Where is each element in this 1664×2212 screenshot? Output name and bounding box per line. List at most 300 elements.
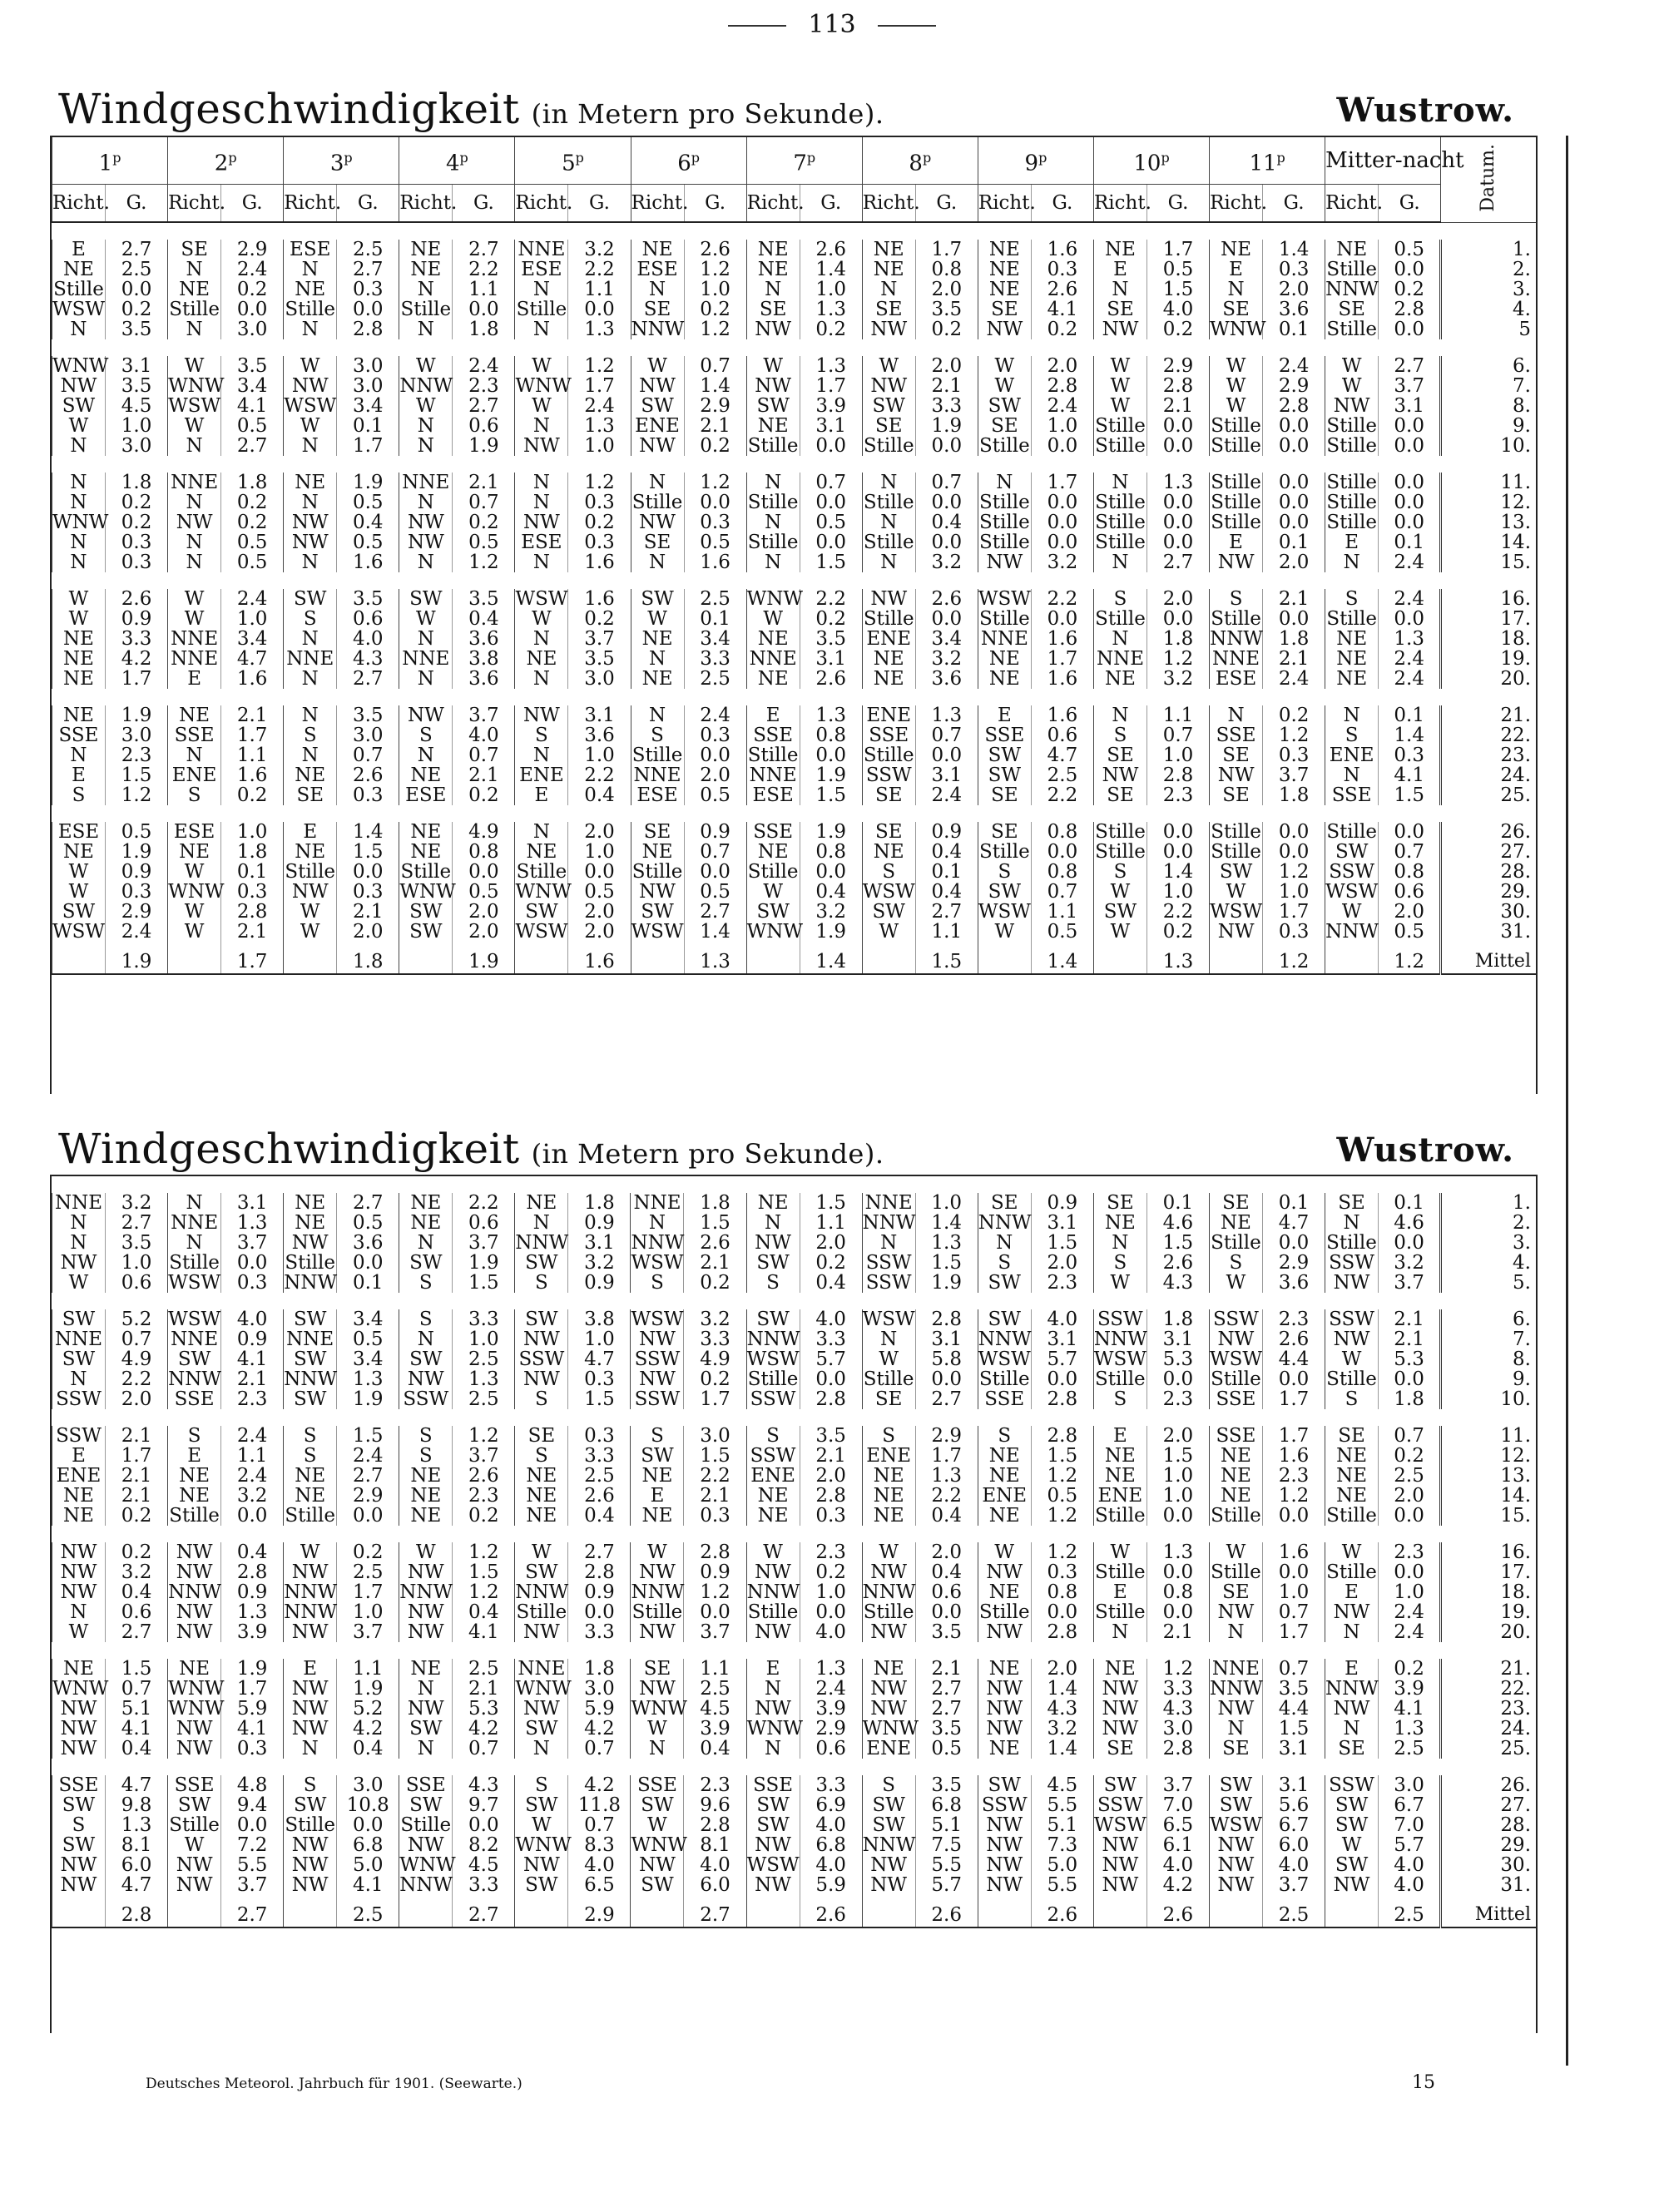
wind-speed-cell: 0.2	[800, 319, 862, 339]
date-cell: 3.	[1441, 280, 1536, 299]
wind-direction-cell: Stille	[979, 512, 1030, 533]
wind-direction-cell: Stille	[863, 745, 914, 766]
wind-direction-cell: SE	[1325, 299, 1379, 319]
wind-speed-cell: 2.3	[684, 1775, 746, 1795]
wind-direction-cell: NE	[399, 765, 453, 785]
wind-direction-cell: S	[631, 1426, 684, 1446]
wind-direction-cell: NW	[631, 1622, 684, 1642]
wind-speed-cell: 0.2	[105, 299, 167, 319]
wind-speed-cell: 3.5	[105, 319, 167, 339]
wind-speed-cell: 0.1	[1379, 532, 1441, 552]
wind-speed-cell: 1.7	[1031, 649, 1093, 669]
wind-direction-cell: NW	[1093, 1699, 1146, 1719]
wind-speed-cell: 1.4	[1263, 240, 1325, 260]
wind-direction-cell: ENE	[515, 765, 568, 785]
wind-direction-cell: NNE	[168, 473, 221, 492]
wind-direction-cell: Stille	[747, 745, 799, 766]
wind-direction-cell: SW	[515, 1309, 568, 1329]
wind-direction-cell: Stille	[1326, 472, 1377, 493]
wind-direction-cell: SW	[168, 1795, 221, 1815]
wind-speed-cell: 0.2	[1379, 1446, 1441, 1466]
wind-direction-cell: E	[1093, 1426, 1146, 1446]
wind-direction-cell: N	[52, 1233, 106, 1253]
wind-direction-cell: N	[284, 436, 337, 456]
wind-direction-cell: NNW	[1209, 1678, 1263, 1700]
date-cell: 15.	[1441, 1506, 1536, 1526]
wind-speed-cell: 2.7	[568, 1542, 631, 1562]
wind-speed-cell: 1.5	[105, 1659, 167, 1679]
wind-direction-cell: Stille	[1211, 1368, 1261, 1390]
wind-speed-cell: 1.3	[1146, 473, 1209, 492]
speed-column-header: G.	[105, 185, 167, 223]
wind-direction-cell: Stille	[516, 299, 567, 320]
wind-direction-cell: SE	[862, 785, 915, 805]
mean-direction-blank	[1209, 1895, 1262, 1927]
wind-speed-cell: 3.0	[568, 669, 631, 689]
wind-direction-cell: N	[399, 416, 453, 436]
wind-speed-cell: 3.2	[1031, 552, 1093, 572]
date-cell: 11.	[1441, 1426, 1536, 1446]
wind-speed-cell: 2.8	[1031, 1622, 1093, 1642]
wind-speed-cell: 2.0	[915, 280, 978, 299]
wind-direction-cell: W	[746, 356, 800, 376]
wind-direction-cell: NW	[978, 552, 1031, 572]
date-cell: 11.	[1441, 473, 1536, 492]
wind-speed-cell: 2.7	[684, 902, 746, 922]
wind-direction-cell: N	[515, 492, 568, 512]
speed-column-header: G.	[1146, 185, 1209, 223]
wind-speed-cell: 3.9	[1379, 1679, 1441, 1699]
bottom-table-frame	[50, 1175, 1538, 2033]
wind-direction-cell: Stille	[1095, 841, 1146, 863]
wind-direction-cell: Stille	[979, 492, 1030, 513]
wind-direction-cell: NE	[631, 1506, 684, 1526]
wind-speed-cell: 5.5	[221, 1855, 284, 1875]
wind-direction-cell: S	[1325, 1389, 1379, 1409]
wind-direction-cell: NW	[52, 376, 106, 396]
hour-suffix: p	[575, 149, 584, 166]
wind-speed-cell: 0.2	[221, 492, 284, 512]
top-day-row	[52, 842, 1537, 862]
wind-direction-cell: Stille	[1326, 1561, 1377, 1583]
wind-speed-cell: 2.9	[915, 1426, 978, 1446]
wind-direction-cell: ENE	[862, 1446, 915, 1466]
wind-speed-cell: 3.1	[105, 356, 167, 376]
wind-direction-cell: SSE	[862, 725, 915, 745]
wind-direction-cell: SE	[978, 1193, 1031, 1213]
wind-direction-cell: NE	[978, 1659, 1031, 1679]
hour-header-10	[1093, 137, 1209, 185]
wind-direction-cell: NE	[52, 649, 106, 669]
wind-speed-cell: 0.7	[800, 473, 862, 492]
date-cell: 27.	[1441, 1795, 1536, 1815]
wind-direction-cell: SSE	[978, 725, 1031, 745]
wind-speed-cell: 1.0	[568, 745, 631, 765]
wind-direction-cell: NNE	[52, 1193, 106, 1213]
wind-direction-cell: WSW	[515, 921, 568, 943]
wind-direction-cell: Stille	[1094, 1505, 1146, 1527]
hour-label: 5	[562, 151, 576, 176]
wind-direction-cell: WSW	[515, 588, 568, 610]
wind-direction-cell: Stille	[978, 1368, 1030, 1390]
wind-speed-cell: 0.2	[221, 512, 284, 532]
wind-speed-cell: 6.0	[1262, 1835, 1325, 1855]
wind-speed-cell: 6.8	[800, 1835, 862, 1855]
wind-speed-cell: 1.5	[453, 1562, 515, 1582]
wind-direction-cell: SW	[978, 1775, 1031, 1795]
wind-direction-cell: S	[746, 1273, 800, 1293]
wind-direction-cell: W	[631, 1815, 684, 1835]
wind-direction-cell: SW	[978, 396, 1031, 416]
wind-speed-cell: 2.5	[1031, 765, 1093, 785]
top-day-row	[52, 532, 1537, 552]
wind-direction-cell: ESE	[631, 260, 684, 280]
wind-direction-cell: SSE	[746, 1775, 800, 1795]
wind-direction-cell: NNE	[168, 629, 221, 649]
wind-speed-cell: 0.3	[800, 1506, 862, 1526]
wind-speed-cell: 1.0	[800, 1582, 862, 1602]
wind-direction-cell: SW	[631, 1795, 684, 1815]
bottom-day-row	[52, 1369, 1537, 1389]
wind-direction-cell: NE	[1093, 669, 1146, 689]
wind-speed-cell: 0.5	[453, 882, 515, 902]
wind-direction-cell: NW	[1209, 1699, 1262, 1719]
wind-speed-cell: 2.7	[337, 1466, 399, 1486]
wind-direction-cell: NE	[399, 1193, 453, 1213]
wind-direction-cell: NNE	[746, 765, 800, 785]
wind-speed-cell: 2.0	[684, 765, 746, 785]
wind-speed-cell: 2.5	[1379, 1466, 1441, 1486]
wind-direction-cell: N	[399, 1679, 453, 1699]
wind-speed-cell: 0.0	[1263, 512, 1325, 532]
wind-speed-cell: 3.1	[1146, 1329, 1209, 1349]
wind-direction-cell: Stille	[1211, 1561, 1261, 1583]
hour-label: 3	[329, 151, 344, 176]
mean-speed-cell: 2.5	[1262, 1895, 1325, 1927]
wind-direction-cell: SSE	[52, 1775, 106, 1795]
wind-direction-cell: NW	[284, 1719, 337, 1739]
wind-speed-cell: 4.0	[568, 1855, 631, 1875]
group-spacer	[52, 339, 1537, 356]
mean-direction-blank	[284, 942, 337, 974]
wind-direction-cell: NE	[168, 280, 221, 299]
wind-direction-cell: N	[168, 532, 221, 552]
wind-direction-cell: N	[52, 1213, 106, 1233]
wind-direction-cell: WNW	[168, 1698, 225, 1720]
wind-direction-cell: ESE	[515, 260, 568, 280]
wind-speed-cell: 3.0	[337, 356, 399, 376]
wind-direction-cell: W	[1093, 376, 1146, 396]
wind-speed-cell: 0.0	[1146, 1506, 1209, 1526]
wind-speed-cell: 1.7	[1031, 473, 1093, 492]
date-cell: 21.	[1441, 1659, 1536, 1679]
wind-direction-cell: NNE	[52, 1329, 106, 1349]
date-cell: 21.	[1441, 705, 1536, 725]
wind-speed-cell: 0.1	[915, 862, 978, 882]
wind-direction-cell: E	[746, 705, 800, 725]
mean-direction-blank	[399, 942, 453, 974]
wind-speed-cell: 0.1	[684, 609, 746, 629]
wind-speed-cell: 1.9	[105, 842, 167, 862]
wind-speed-cell: 1.0	[568, 842, 631, 862]
wind-speed-cell: 1.5	[1146, 1446, 1209, 1466]
direction-column-header: Richt.	[862, 185, 915, 223]
wind-direction-cell: NW	[1210, 922, 1263, 942]
top-day-row	[52, 629, 1537, 649]
wind-direction-cell: W	[978, 356, 1031, 376]
wind-direction-cell: W	[1093, 922, 1146, 942]
wind-speed-cell: 3.7	[453, 705, 515, 725]
wind-direction-cell: Stille	[747, 492, 799, 513]
wind-speed-cell: 0.2	[1031, 319, 1093, 339]
wind-direction-cell: W	[1325, 902, 1379, 922]
top-day-row	[52, 299, 1537, 319]
wind-speed-cell: 0.0	[915, 532, 978, 552]
wind-speed-cell: 3.7	[221, 1875, 284, 1895]
wind-direction-cell: NE	[862, 669, 915, 689]
wind-speed-cell: 1.6	[221, 669, 284, 689]
wind-direction-cell: SW	[399, 589, 453, 609]
hour-label: 4	[445, 151, 460, 176]
wind-speed-cell: 4.3	[1031, 1699, 1093, 1719]
wind-direction-cell: NW	[52, 1855, 106, 1875]
wind-direction-cell: Stille	[1211, 841, 1261, 863]
wind-speed-cell: 1.2	[1031, 1506, 1093, 1526]
wind-direction-cell: NW	[862, 589, 915, 609]
wind-direction-cell: SSW	[746, 1389, 800, 1409]
wind-speed-cell: 1.2	[568, 473, 631, 492]
wind-direction-cell: WNW	[399, 881, 456, 903]
wind-direction-cell: SE	[1325, 1193, 1379, 1213]
wind-speed-cell: 2.0	[337, 922, 399, 942]
wind-speed-cell: 2.8	[800, 1389, 862, 1409]
wind-speed-cell: 9.7	[453, 1795, 515, 1815]
wind-direction-cell: W	[168, 862, 221, 882]
top-day-row	[52, 902, 1537, 922]
wind-direction-cell: NW	[1210, 765, 1263, 785]
wind-direction-cell: Stille	[1095, 512, 1146, 533]
wind-speed-cell: 0.5	[221, 552, 284, 572]
wind-speed-cell: 3.3	[453, 1309, 515, 1329]
wind-direction-cell: W	[1325, 1349, 1379, 1369]
wind-direction-cell: ENE	[168, 765, 221, 785]
wind-speed-cell: 0.0	[1146, 492, 1209, 512]
wind-speed-cell: 2.6	[800, 240, 862, 260]
wind-speed-cell: 1.9	[337, 473, 399, 492]
wind-direction-cell: ESE	[168, 822, 221, 842]
wind-speed-cell: 0.5	[337, 492, 399, 512]
wind-speed-cell: 0.9	[221, 1329, 284, 1349]
wind-direction-cell: E	[1325, 1659, 1379, 1679]
wind-direction-cell: NNW	[284, 1272, 338, 1294]
wind-direction-cell: NNW	[399, 1581, 453, 1603]
wind-speed-cell: 2.9	[221, 240, 284, 260]
wind-speed-cell: 1.3	[915, 1466, 978, 1486]
wind-speed-cell: 1.7	[1262, 1622, 1325, 1642]
wind-direction-cell: N	[631, 649, 684, 669]
wind-direction-cell: S	[399, 1309, 453, 1329]
wind-direction-cell: NE	[168, 1486, 221, 1506]
wind-direction-cell: Stille	[1326, 1232, 1377, 1254]
wind-speed-cell: 0.1	[1379, 705, 1441, 725]
wind-direction-cell: W	[1325, 1835, 1379, 1855]
wind-speed-cell: 0.9	[568, 1582, 631, 1602]
wind-direction-cell: NE	[1325, 629, 1379, 649]
wind-speed-cell: 2.8	[1031, 1389, 1093, 1409]
bottom-unit-note: (in Metern pro Sekunde).	[531, 1138, 884, 1170]
wind-direction-cell: NE	[746, 240, 800, 260]
wind-speed-cell: 1.9	[337, 1679, 399, 1699]
wind-speed-cell: 0.4	[337, 512, 399, 532]
wind-speed-cell: 0.9	[568, 1273, 631, 1293]
wind-speed-cell: 2.1	[915, 1659, 978, 1679]
wind-direction-cell: NW	[515, 1699, 568, 1719]
wind-direction-cell: S	[746, 1426, 800, 1446]
wind-speed-cell: 0.3	[221, 1273, 284, 1293]
wind-speed-cell: 6.7	[1262, 1815, 1325, 1835]
bottom-day-row	[52, 1875, 1537, 1895]
hour-header-12	[1325, 137, 1464, 185]
wind-speed-cell: 4.0	[800, 1309, 862, 1329]
hour-header-1	[52, 137, 168, 185]
top-day-row	[52, 765, 1537, 785]
wind-direction-cell: NNE	[631, 765, 684, 785]
wind-direction-cell: N	[1093, 1233, 1146, 1253]
mean-direction-blank	[862, 1895, 915, 1927]
wind-speed-cell: 0.4	[915, 882, 978, 902]
wind-direction-cell: NE	[1325, 1446, 1379, 1466]
wind-direction-cell: NW	[1325, 1329, 1379, 1349]
wind-direction-cell: S	[515, 725, 568, 745]
wind-speed-cell: 2.3	[105, 745, 167, 765]
wind-speed-cell: 0.4	[800, 882, 862, 902]
wind-speed-cell: 2.2	[105, 1369, 167, 1389]
wind-direction-cell: NW	[862, 1562, 915, 1582]
wind-direction-cell: ESE	[52, 822, 106, 842]
wind-speed-cell: 0.0	[1262, 1562, 1325, 1582]
wind-direction-cell: WNW	[1210, 319, 1266, 340]
wind-direction-cell: NE	[862, 260, 915, 280]
wind-direction-cell: ENE	[52, 1466, 106, 1486]
wind-speed-cell: 5.5	[915, 1855, 978, 1875]
date-cell: 13.	[1441, 512, 1536, 532]
wind-direction-cell: NW	[631, 1679, 684, 1699]
wind-speed-cell: 3.2	[221, 1486, 284, 1506]
wind-speed-cell: 0.0	[1379, 473, 1441, 492]
wind-direction-cell: WNW	[515, 375, 572, 397]
wind-speed-cell: 1.6	[221, 765, 284, 785]
wind-speed-cell: 0.3	[684, 512, 746, 532]
wind-speed-cell: 1.8	[221, 473, 284, 492]
wind-speed-cell: 1.6	[1031, 240, 1093, 260]
wind-speed-cell: 2.5	[568, 1466, 631, 1486]
date-cell: 31.	[1441, 1875, 1536, 1895]
wind-direction-cell: Stille	[1326, 415, 1377, 437]
group-spacer	[52, 572, 1537, 589]
wind-speed-cell: 3.0	[1146, 1719, 1209, 1739]
wind-direction-cell: SW	[284, 589, 337, 609]
wind-speed-cell: 1.5	[105, 765, 167, 785]
wind-speed-cell: 0.5	[684, 882, 746, 902]
wind-speed-cell: 1.8	[684, 1193, 746, 1213]
wind-direction-cell: NW	[1209, 1602, 1262, 1622]
wind-speed-cell: 1.1	[568, 280, 631, 299]
wind-direction-cell: WSW	[978, 901, 1031, 923]
wind-direction-cell: E	[1325, 1582, 1379, 1602]
wind-direction-cell: W	[284, 902, 337, 922]
wind-speed-cell: 3.9	[800, 396, 862, 416]
page-number-rule-left	[728, 25, 786, 27]
wind-direction-cell: N	[52, 492, 106, 512]
wind-speed-cell: 0.0	[800, 492, 862, 512]
wind-speed-cell: 3.7	[1262, 1875, 1325, 1895]
wind-direction-cell: SSW	[1325, 1309, 1379, 1329]
date-cell: 17.	[1441, 1562, 1536, 1582]
wind-speed-cell: 0.0	[800, 862, 862, 882]
wind-direction-cell: NNW	[168, 1368, 221, 1390]
wind-speed-cell: 0.0	[800, 532, 862, 552]
datum-label: Datum.	[1478, 143, 1499, 212]
wind-speed-cell: 1.3	[800, 705, 862, 725]
wind-speed-cell: 1.0	[337, 1602, 399, 1622]
mean-speed-cell: 1.6	[568, 942, 631, 974]
wind-speed-cell: 0.0	[1031, 532, 1093, 552]
wind-speed-cell: 6.1	[1146, 1835, 1209, 1855]
wind-speed-cell: 1.2	[1262, 1486, 1325, 1506]
wind-speed-cell: 1.5	[1146, 280, 1209, 299]
wind-speed-cell: 1.9	[915, 416, 978, 436]
wind-direction-cell: N	[399, 629, 453, 649]
wind-direction-cell: ENE	[1093, 1486, 1146, 1506]
wind-speed-cell: 0.5	[1031, 1486, 1093, 1506]
wind-speed-cell: 2.3	[221, 1389, 284, 1409]
wind-direction-cell: N	[399, 552, 453, 572]
wind-direction-cell: N	[1093, 1622, 1146, 1642]
date-cell: 30.	[1441, 1855, 1536, 1875]
wind-direction-cell: NE	[978, 1466, 1031, 1486]
mean-speed-cell: 2.5	[337, 1895, 399, 1927]
wind-direction-cell: Stille	[747, 1368, 799, 1390]
wind-direction-cell: NW	[746, 1875, 800, 1895]
wind-speed-cell: 1.5	[337, 1426, 399, 1446]
wind-direction-cell: NW	[1325, 1273, 1379, 1293]
wind-speed-cell: 2.1	[453, 1679, 515, 1699]
wind-speed-cell: 1.0	[1146, 1486, 1209, 1506]
wind-direction-cell: NW	[1093, 765, 1146, 785]
hour-label: 1	[98, 151, 113, 176]
wind-direction-cell: NE	[168, 1466, 221, 1486]
mean-direction-blank	[978, 942, 1031, 974]
wind-speed-cell: 4.0	[1262, 1855, 1325, 1875]
wind-speed-cell: 9.4	[221, 1795, 284, 1815]
bottom-day-row	[52, 1233, 1537, 1253]
wind-direction-cell: N	[399, 319, 453, 339]
wind-direction-cell: S	[1093, 1253, 1146, 1273]
top-day-row	[52, 356, 1537, 376]
wind-speed-cell: 0.2	[105, 1506, 167, 1526]
wind-speed-cell: 0.6	[105, 1273, 167, 1293]
wind-speed-cell: 0.0	[1146, 532, 1209, 552]
wind-speed-cell: 0.4	[800, 1273, 862, 1293]
wind-speed-cell: 0.2	[915, 319, 978, 339]
hour-header-3	[284, 137, 399, 185]
wind-direction-cell: NNW	[978, 1212, 1032, 1234]
wind-direction-cell: NE	[862, 1506, 915, 1526]
wind-direction-cell: N	[52, 532, 106, 552]
wind-direction-cell: W	[1093, 882, 1146, 902]
wind-direction-cell: W	[399, 609, 453, 629]
wind-direction-cell: SW	[746, 1253, 800, 1273]
